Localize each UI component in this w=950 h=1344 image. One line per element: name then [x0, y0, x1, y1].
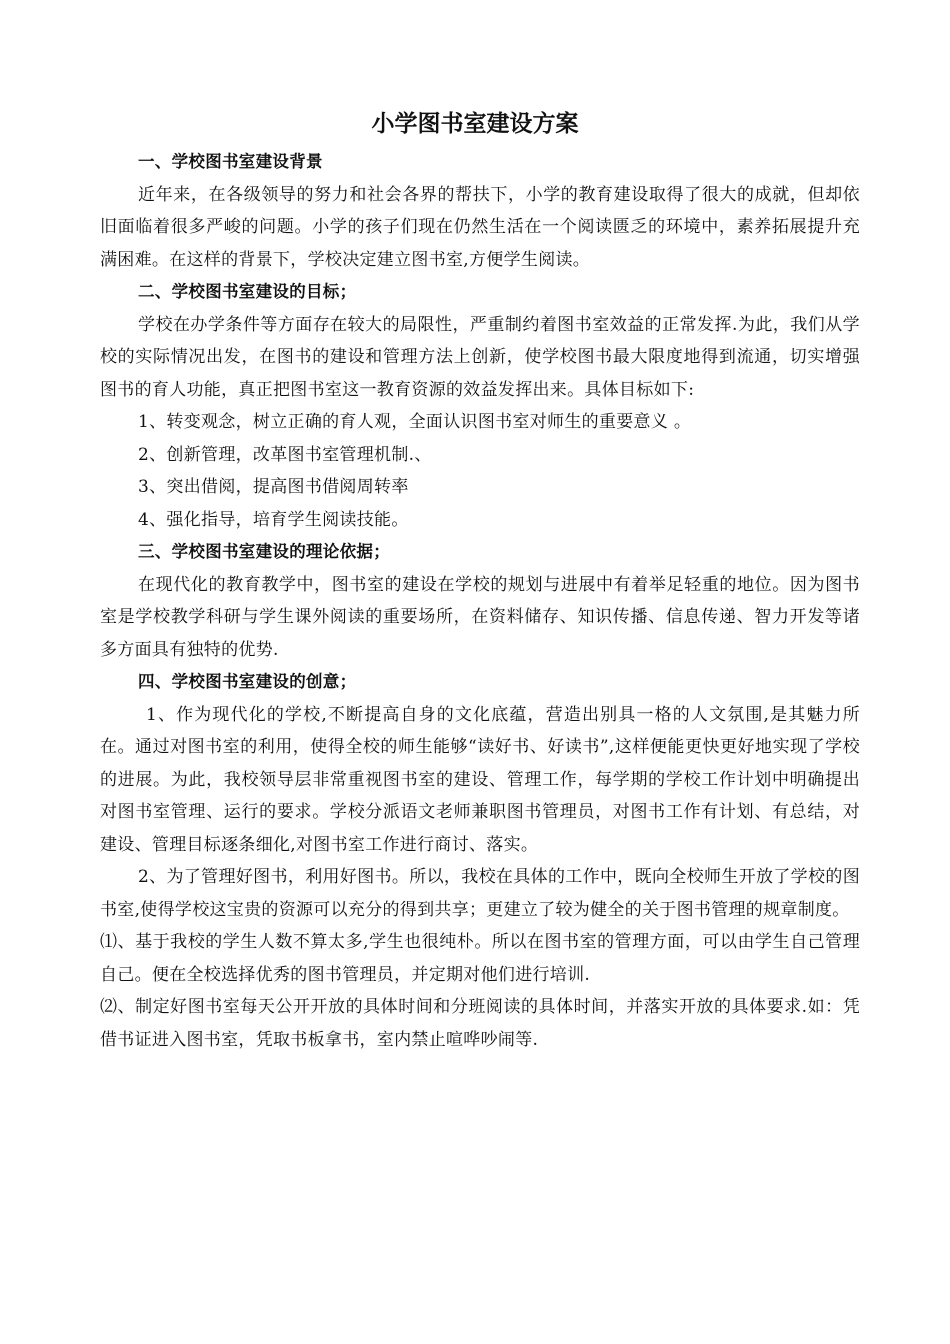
- section-heading-theory: 三、学校图书室建设的理论依据；: [138, 542, 390, 561]
- goal-item-3: 3、突出借阅，提高图书借阅周转率: [138, 477, 409, 497]
- paragraph-theory: 在现代化的教育教学中，图书室的建设在学校的规划与进展中有着举足轻重的地位。因为图书室是学校教学科研与学生课外阅读的重要场所，在资料储存、知识传播、信息传递、智力开发等诸多方面具有独特的优势.: [100, 574, 860, 660]
- section-heading-goals: 二、学校图书室建设的目标；: [138, 282, 357, 301]
- paragraph-ideas-sub-1: ⑴、基于我校的学生人数不算太多,学生也很纯朴。所以在图书室的管理方面，可以由学生自己管理自己。便在全校选择优秀的图书管理员，并定期对他们进行培训.: [100, 932, 860, 985]
- paragraph-ideas-1: 1、作为现代化的学校,不断提高自身的文化底蕴，营造出别具一格的人文氛围,是其魅力所在。通过对图书室的利用，使得全校的师生能够“读好书、好读书”,这样便能更快更好地实现了学校的进展。为此，我校领导层非常重视图书室的建设、管理工作，每学期的学校工作计划中明确提出对图书室管理、运行的要求。学校分派语文老师兼职图书管理员，对图书工作有计划、有总结，对建设、管理目标逐条细化,对图书室工作进行商讨、落实。: [100, 704, 860, 855]
- section-heading-background: 一、学校图书室建设背景: [138, 152, 323, 171]
- goal-item-1: 1、转变观念，树立正确的育人观，全面认识图书室对师生的重要意义 。: [138, 412, 692, 432]
- goal-item-4: 4、强化指导，培育学生阅读技能。: [138, 509, 409, 530]
- paragraph-goals-intro: 学校在办学条件等方面存在较大的局限性，严重制约着图书室效益的正常发挥.为此，我们从学校的实际情况出发，在图书的建设和管理方法上创新，使学校图书最大限度地得到流通，切实增强图书的育人功能，真正把图书室这一教育资源的效益发挥出来。具体目标如下:: [100, 314, 860, 400]
- goal-item-2: 2、创新管理，改革图书室管理机制.、: [138, 444, 432, 465]
- section-heading-ideas: 四、学校图书室建设的创意；: [138, 672, 357, 691]
- document-title: 小学图书室建设方案: [371, 111, 579, 137]
- paragraph-ideas-2: 2、为了管理好图书，利用好图书。所以，我校在具体的工作中，既向全校师生开放了学校的图书室,使得学校这宝贵的资源可以充分的得到共享；更建立了较为健全的关于图书管理的规章制度。: [100, 867, 860, 920]
- paragraph-background: 近年来，在各级领导的努力和社会各界的帮扶下，小学的教育建设取得了很大的成就，但却依旧面临着很多严峻的问题。小学的孩子们现在仍然生活在一个阅读匮乏的环境中，素养拓展提升充满困难。在这样的背景下，学校决定建立图书室,方便学生阅读。: [100, 184, 860, 270]
- document-body: [100, 146, 860, 1056]
- paragraph-ideas-sub-2: ⑵、制定好图书室每天公开开放的具体时间和分班阅读的具体时间，并落实开放的具体要求.如：凭借书证进入图书室，凭取书板拿书，室内禁止喧哗吵闹等.: [100, 997, 860, 1050]
